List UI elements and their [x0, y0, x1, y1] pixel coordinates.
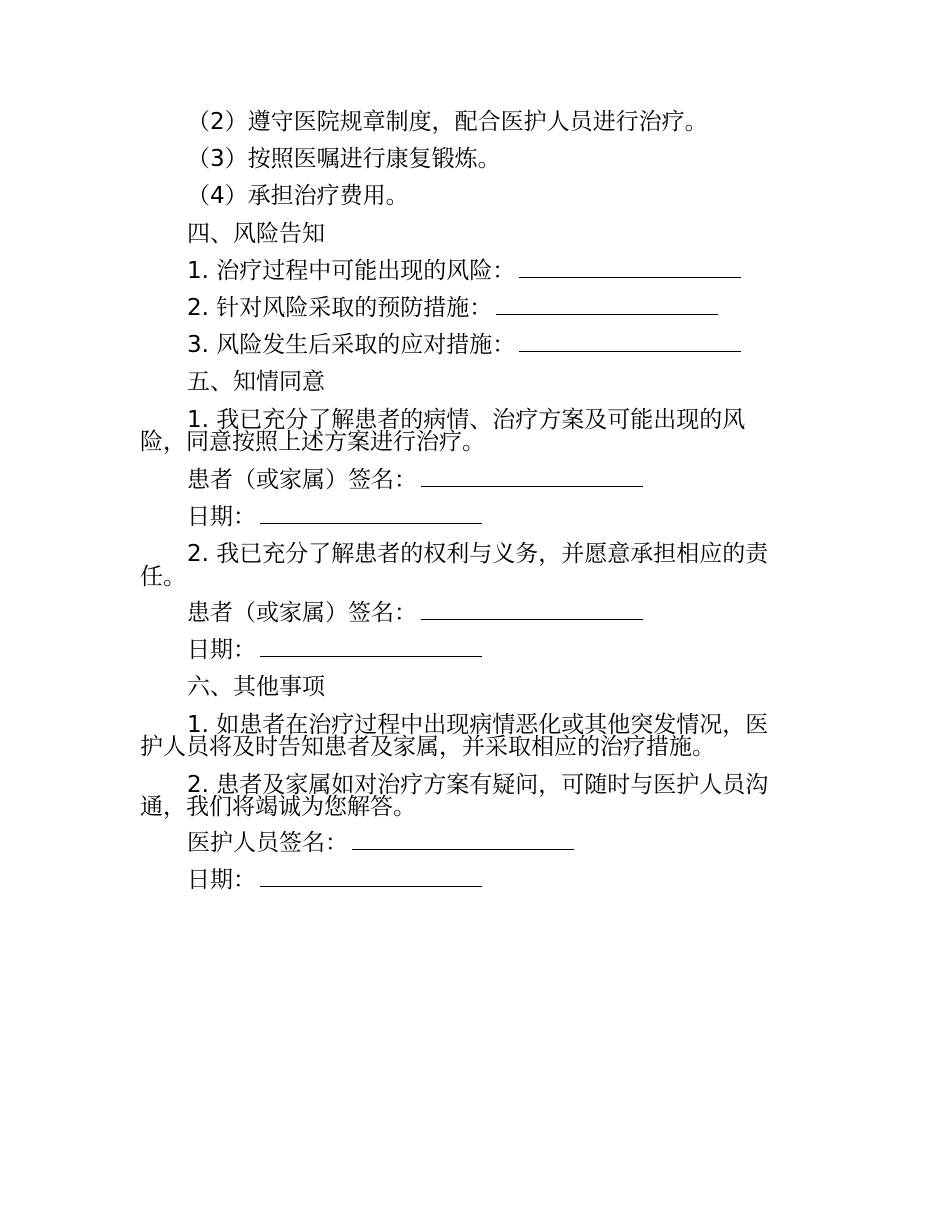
- risk-item-2: 2. 针对风险采取的预防措施：: [187, 294, 718, 322]
- section-heading-consent: 五、知情同意: [187, 369, 325, 395]
- other-item-1-line-2: 护人员将及时告知患者及家属，并采取相应的治疗措施。: [140, 734, 715, 760]
- risk-item-3: 3. 风险发生后采取的应对措施：: [187, 331, 741, 359]
- signature-blank[interactable]: [421, 599, 643, 620]
- signature-blank[interactable]: [352, 829, 574, 850]
- risk-item-1: 1. 治疗过程中可能出现的风险：: [187, 257, 741, 285]
- fill-in-blank[interactable]: [519, 257, 741, 278]
- date-line-3: 日期：: [187, 866, 482, 894]
- other-item-2-line-2: 通，我们将竭诚为您解答。: [140, 794, 416, 820]
- signature-line-patient-1: 患者（或家属）签名：: [187, 466, 643, 494]
- section-heading-risk: 四、风险告知: [187, 221, 325, 247]
- other-item-2-line-1: 2. 患者及家属如对治疗方案有疑问，可随时与医护人员沟: [187, 772, 769, 798]
- consent-item-2-line-2: 任。: [140, 564, 186, 590]
- section-heading-other: 六、其他事项: [187, 674, 325, 700]
- patient-duty-4: （4）承担治疗费用。: [187, 183, 409, 209]
- patient-duty-3: （3）按照医嘱进行康复锻炼。: [187, 146, 501, 172]
- date-line-1: 日期：: [187, 503, 482, 531]
- date-line-2: 日期：: [187, 636, 482, 664]
- signature-blank[interactable]: [421, 466, 643, 487]
- patient-duty-2: （2）遵守医院规章制度，配合医护人员进行治疗。: [187, 109, 708, 135]
- signature-line-medical-staff: 医护人员签名：: [187, 829, 574, 857]
- other-item-1-line-1: 1. 如患者在治疗过程中出现病情恶化或其他突发情况，医: [187, 712, 769, 738]
- date-blank[interactable]: [260, 503, 482, 524]
- consent-item-2-line-1: 2. 我已充分了解患者的权利与义务，并愿意承担相应的责: [187, 541, 769, 567]
- date-blank[interactable]: [260, 866, 482, 887]
- fill-in-blank[interactable]: [496, 294, 718, 315]
- date-blank[interactable]: [260, 636, 482, 657]
- consent-item-1-line-1: 1. 我已充分了解患者的病情、治疗方案及可能出现的风: [187, 407, 746, 433]
- consent-item-1-line-2: 险，同意按照上述方案进行治疗。: [140, 429, 485, 455]
- signature-line-patient-2: 患者（或家属）签名：: [187, 599, 643, 627]
- fill-in-blank[interactable]: [519, 331, 741, 352]
